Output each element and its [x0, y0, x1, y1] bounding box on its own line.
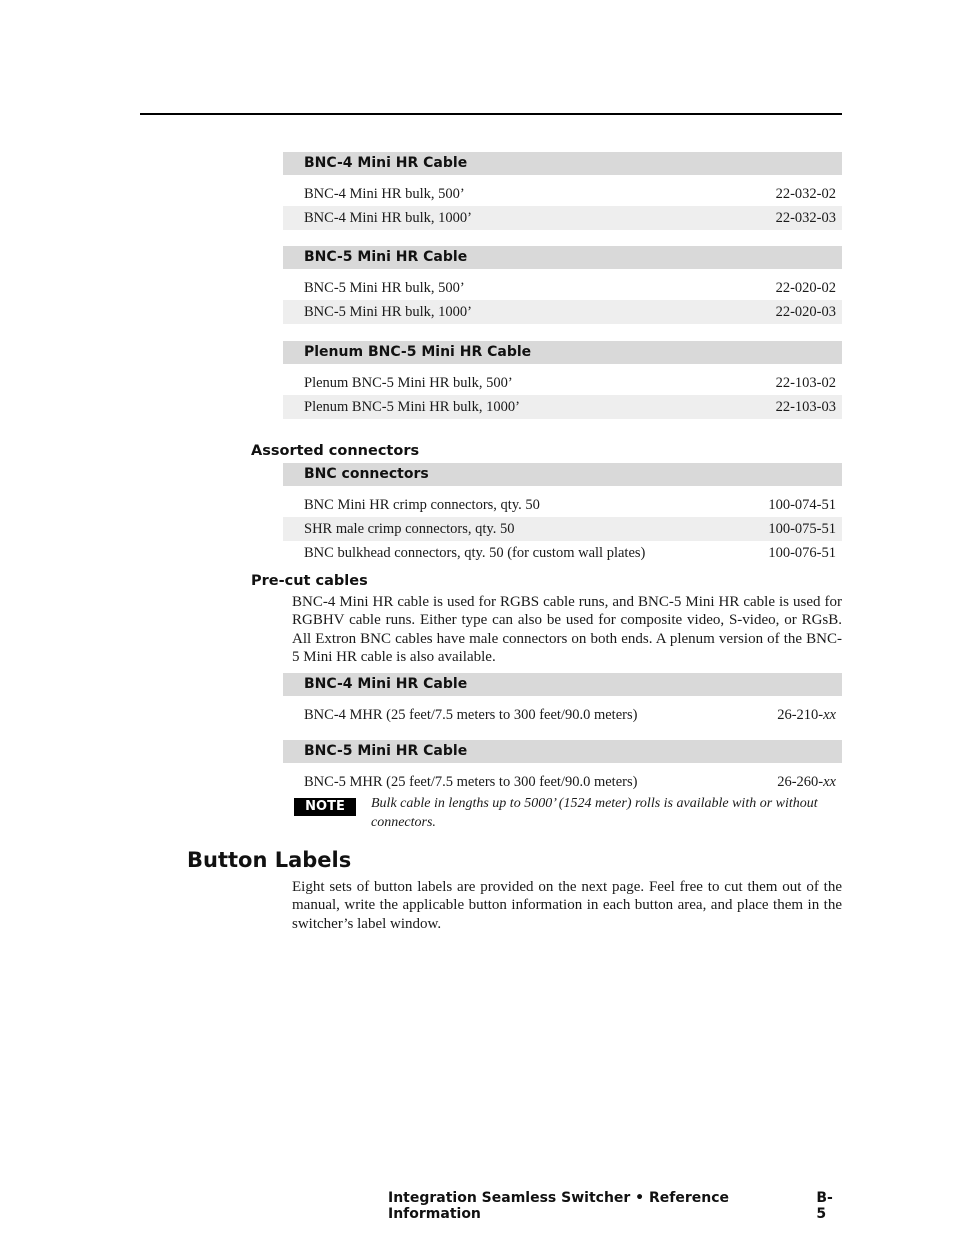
page-footer — [388, 1190, 842, 1222]
table-row — [283, 300, 842, 324]
row-part-number: 22-032-03 — [775, 210, 836, 226]
row-part-number: 22-020-02 — [775, 280, 836, 296]
page-number: B-5 — [816, 1190, 833, 1222]
table-row — [283, 395, 842, 419]
bnc-connectors-table — [283, 463, 842, 565]
button-labels-heading: Button Labels — [187, 848, 352, 872]
row-description: SHR male crimp connectors, qty. 50 — [304, 521, 515, 537]
table-row — [283, 541, 842, 565]
row-part-number: 22-103-02 — [775, 375, 836, 391]
row-part-number: 22-032-02 — [775, 186, 836, 202]
plenum-bnc5-bulk-table — [283, 341, 842, 419]
row-description: Plenum BNC-5 Mini HR bulk, 500’ — [304, 375, 513, 391]
bnc4-bulk-table — [283, 152, 842, 230]
bnc4-precut-table — [283, 673, 842, 727]
row-description: BNC bulkhead connectors, qty. 50 (for custom wall plates) — [304, 545, 646, 561]
table-header: BNC-5 Mini HR Cable — [283, 246, 842, 269]
table-header: BNC connectors — [283, 463, 842, 486]
bnc5-precut-table — [283, 740, 842, 794]
table-header: Plenum BNC-5 Mini HR Cable — [283, 341, 842, 364]
row-description: BNC-4 MHR (25 feet/7.5 meters to 300 feet/90.0 meters) — [304, 707, 638, 723]
row-description: BNC Mini HR crimp connectors, qty. 50 — [304, 497, 540, 513]
row-part-number: 22-020-03 — [775, 304, 836, 320]
table-row — [283, 517, 842, 541]
row-description: Plenum BNC-5 Mini HR bulk, 1000’ — [304, 399, 520, 415]
pre-cut-paragraph: BNC-4 Mini HR cable is used for RGBS cable runs, and BNC-5 Mini HR cable is used for RGBHV cable runs. Either type can also be used for composite video, S-video, or RGsB. All Extron BNC cables have male connectors on both ends. A plenum version of the BNC-5 Mini HR cable is also available. — [292, 594, 842, 665]
row-part-number: 100-076-51 — [768, 545, 836, 561]
button-labels-paragraph: Eight sets of button labels are provided on the next page. Feel free to cut them out of the manual, write the applicable button information in each button area, and place them in the switcher’s label window. — [292, 879, 842, 932]
assorted-connectors-heading: Assorted connectors — [251, 443, 420, 459]
table-row — [283, 371, 842, 395]
row-part-number: 100-075-51 — [768, 521, 836, 537]
pre-cut-cables-heading: Pre-cut cables — [251, 573, 368, 589]
bnc5-bulk-table — [283, 246, 842, 324]
row-description: BNC-5 Mini HR bulk, 1000’ — [304, 304, 472, 320]
note-badge: NOTE — [294, 798, 356, 816]
row-part-number: 26-260-xx — [777, 774, 836, 790]
row-part-number: 100-074-51 — [768, 497, 836, 513]
table-header: BNC-4 Mini HR Cable — [283, 673, 842, 696]
row-description: BNC-5 Mini HR bulk, 500’ — [304, 280, 465, 296]
table-header: BNC-4 Mini HR Cable — [283, 152, 842, 175]
note-text: Bulk cable in lengths up to 5000’ (1524 meter) rolls is available with or without connectors. — [371, 796, 818, 830]
table-row — [283, 703, 842, 727]
row-part-number: 26-210-xx — [777, 707, 836, 723]
table-row — [283, 770, 842, 794]
footer-title: Integration Seamless Switcher • Reference Information — [388, 1190, 730, 1222]
table-header: BNC-5 Mini HR Cable — [283, 740, 842, 763]
row-description: BNC-4 Mini HR bulk, 1000’ — [304, 210, 472, 226]
header-rule — [140, 113, 842, 115]
table-row — [283, 182, 842, 206]
table-row — [283, 276, 842, 300]
row-description: BNC-4 Mini HR bulk, 500’ — [304, 186, 465, 202]
row-description: BNC-5 MHR (25 feet/7.5 meters to 300 feet/90.0 meters) — [304, 774, 638, 790]
table-row — [283, 206, 842, 230]
table-row — [283, 493, 842, 517]
row-part-number: 22-103-03 — [775, 399, 836, 415]
